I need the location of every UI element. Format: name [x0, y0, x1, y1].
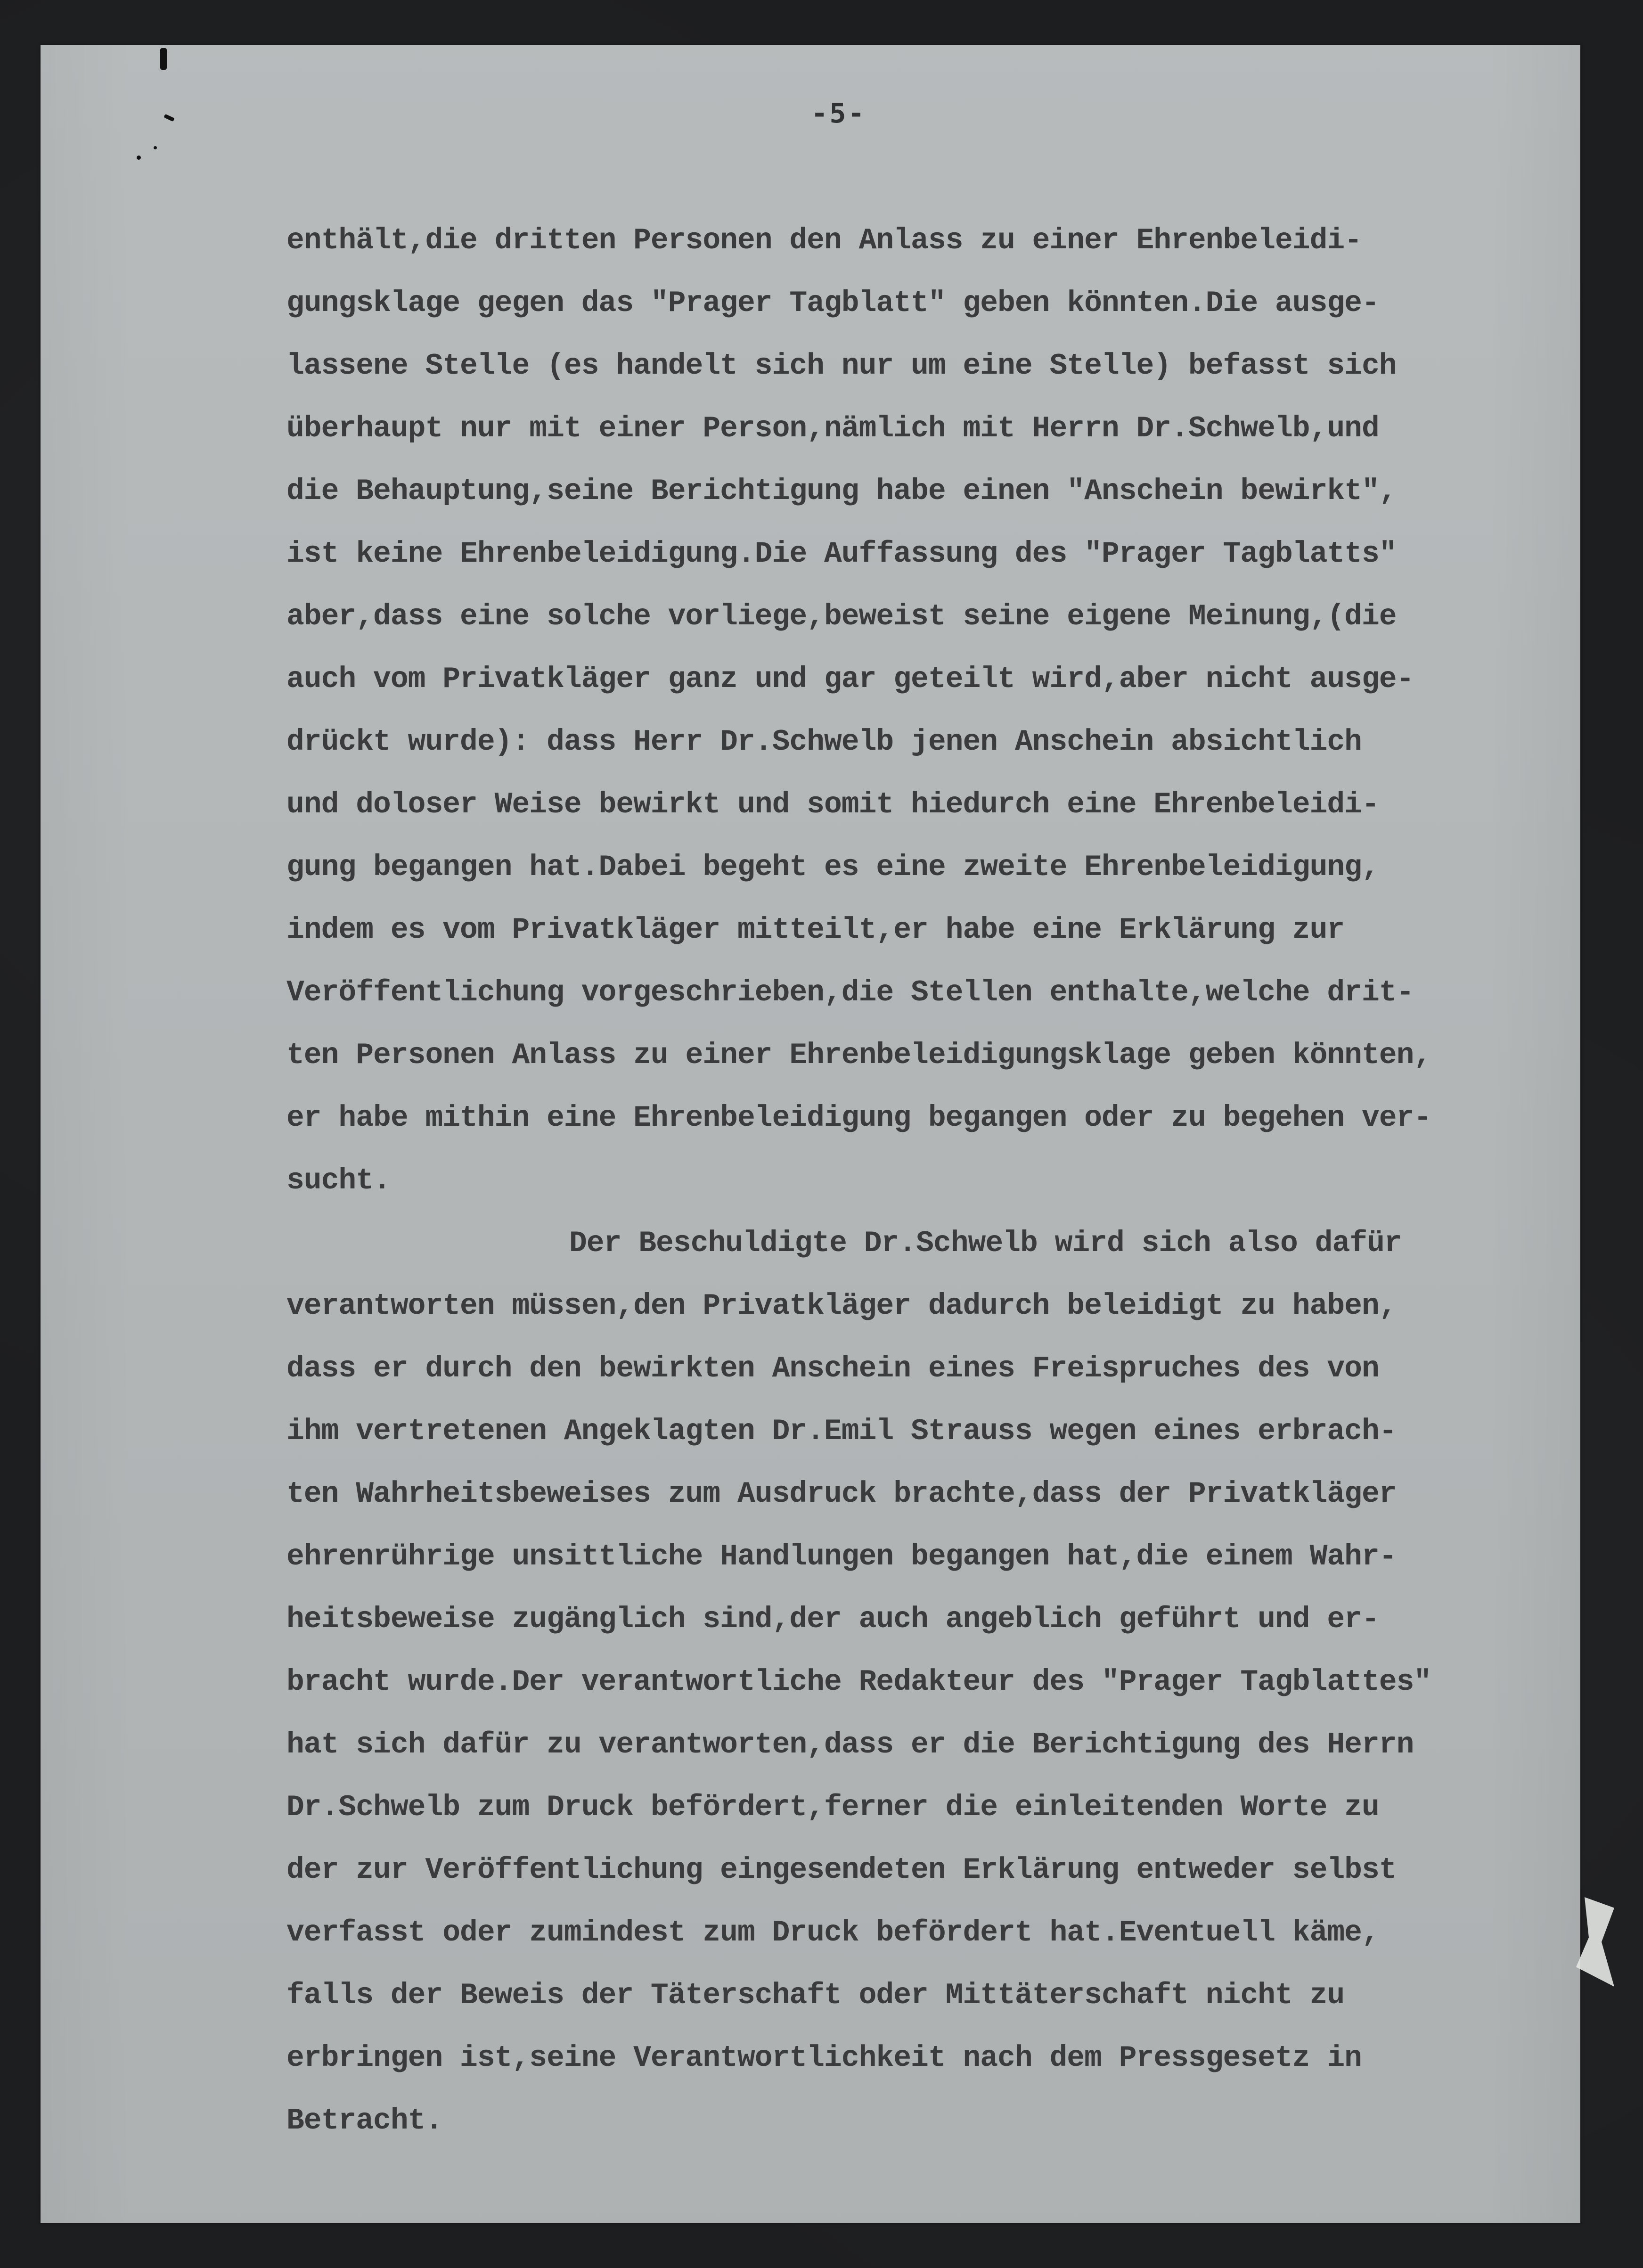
text-line: sucht.	[286, 1164, 391, 1197]
text-line: überhaupt nur mit einer Person,nämlich mit Herrn Dr.Schwelb,und	[286, 412, 1379, 445]
text-line: Dr.Schwelb zum Druck befördert,ferner die einleitenden Worte zu	[286, 1791, 1379, 1824]
text-line: ten Personen Anlass zu einer Ehrenbeleidigungsklage geben könnten,	[286, 1039, 1431, 1072]
text-line: heitsbeweise zugänglich sind,der auch angeblich geführt und er-	[286, 1603, 1379, 1636]
text-line: ten Wahrheitsbeweises zum Ausdruck brachte,dass der Privatkläger	[286, 1477, 1397, 1511]
ink-dot	[137, 156, 141, 160]
text-line: ehrenrührige unsittliche Handlungen begangen hat,die einem Wahr-	[286, 1540, 1397, 1573]
body-text	[286, 209, 1578, 2152]
text-line: verantworten müssen,den Privatkläger dadurch beleidigt zu haben,	[286, 1289, 1397, 1323]
text-line: indem es vom Privatkläger mitteilt,er habe eine Erklärung zur	[286, 913, 1345, 947]
text-line: hat sich dafür zu verantworten,dass er die Berichtigung des Herrn	[286, 1728, 1414, 1761]
text-line: der zur Veröffentlichung eingesendeten Erklärung entweder selbst	[286, 1853, 1397, 1887]
document-page	[41, 45, 1580, 2223]
paper-tear	[1572, 1897, 1614, 1987]
text-line: Der Beschuldigte Dr.Schwelb wird sich also dafür	[569, 1227, 1402, 1260]
text-line: ihm vertretenen Angeklagten Dr.Emil Strauss wegen eines erbrach-	[286, 1415, 1397, 1448]
text-line: und doloser Weise bewirkt und somit hiedurch eine Ehrenbeleidi-	[286, 788, 1379, 821]
text-line: Veröffentlichung vorgeschrieben,die Stellen enthalte,welche drit-	[286, 976, 1414, 1009]
text-line: auch vom Privatkläger ganz und gar geteilt wird,aber nicht ausge-	[286, 663, 1414, 696]
text-line: gung begangen hat.Dabei begeht es eine zweite Ehrenbeleidigung,	[286, 851, 1379, 884]
text-line: er habe mithin eine Ehrenbeleidigung begangen oder zu begehen ver-	[286, 1101, 1431, 1135]
text-line: Betracht.	[286, 2104, 443, 2137]
text-line: aber,dass eine solche vorliege,beweist seine eigene Meinung,(die	[286, 600, 1397, 633]
ink-mark	[160, 48, 167, 70]
text-line: die Behauptung,seine Berichtigung habe einen "Anschein bewirkt",	[286, 475, 1397, 508]
ink-dot	[154, 146, 157, 149]
text-line: falls der Beweis der Täterschaft oder Mittäterschaft nicht zu	[286, 1979, 1345, 2012]
text-line: dass er durch den bewirkten Anschein eines Freispruches des von	[286, 1352, 1379, 1385]
text-line: lassene Stelle (es handelt sich nur um eine Stelle) befasst sich	[286, 349, 1397, 383]
text-line: bracht wurde.Der verantwortliche Redakteur des "Prager Tagblattes"	[286, 1665, 1431, 1699]
text-line: erbringen ist,seine Verantwortlichkeit nach dem Pressgesetz in	[286, 2041, 1362, 2075]
text-line: enthält,die dritten Personen den Anlass zu einer Ehrenbeleidi-	[286, 224, 1362, 257]
text-line: verfasst oder zumindest zum Druck befördert hat.Eventuell käme,	[286, 1916, 1379, 1949]
page-number: -5-	[811, 97, 866, 129]
text-line: gungsklage gegen das "Prager Tagblatt" geben könnten.Die ausge-	[286, 287, 1379, 320]
text-line: drückt wurde): dass Herr Dr.Schwelb jenen Anschein absichtlich	[286, 725, 1362, 759]
text-line: ist keine Ehrenbeleidigung.Die Auffassung des "Prager Tagblatts"	[286, 537, 1397, 571]
